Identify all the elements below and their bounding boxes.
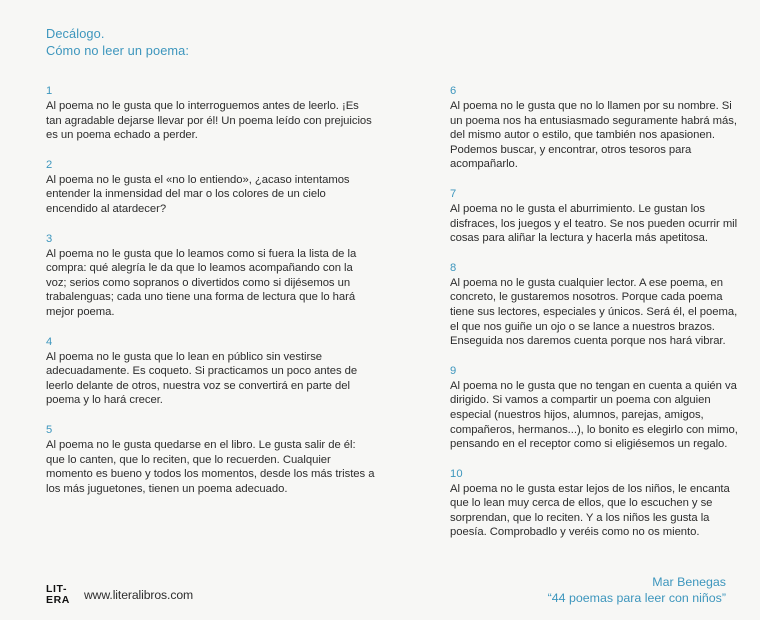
item-number: 10	[450, 467, 463, 480]
item-text: Al poema no le gusta que no tengan en cuenta a quién va dirigido. Si vamos a compartir un poema con alguien especial (nuestros hijos, alumnos, parejas, amigos, compañeros, hermanos...), lo bonito es elegirlo con mimo, pensando en el receptor como si eligiésemos un regalo.	[450, 379, 738, 451]
list-item	[46, 158, 376, 217]
list-item	[46, 84, 376, 143]
item-number: 9	[450, 364, 457, 377]
litera-logo-line-2: ERA	[46, 594, 70, 606]
item-text: Al poema no le gusta que lo interroguemos antes de leerlo. ¡Es tan agradable dejarse llevar por él! Un poema leído con prejuicios es un poema echado a perder.	[46, 100, 372, 142]
page-title	[46, 26, 726, 59]
list-item	[450, 364, 745, 452]
list-item	[46, 232, 376, 320]
footer-attribution	[548, 574, 726, 606]
website-url[interactable]: www.literalibros.com	[83, 588, 194, 602]
page-title-line-1: Decálogo.	[46, 26, 105, 41]
page-footer	[46, 564, 726, 606]
item-number: 2	[46, 158, 53, 171]
item-number: 7	[450, 187, 457, 200]
column-right	[450, 84, 745, 540]
litera-logo-line-1: LIT-	[46, 583, 68, 595]
item-text: Al poema no le gusta el «no lo entiendo», ¿acaso intentamos entender la inmensidad del mar o los colores de un cielo encendido al atardecer?	[46, 173, 350, 215]
author-name: Mar Benegas	[652, 575, 726, 589]
item-text: Al poema no le gusta que lo lean en público sin vestirse adecuadamente. Es coqueto. Si practicamos un poco antes de leerlo delante de otros, nuestra voz se convertirá en parte del poema y lo hará crecer.	[46, 350, 358, 407]
item-text: Al poema no le gusta que lo leamos como si fuera la lista de la compra: qué alegría le da que lo leamos acompañando con la voz; serios como sopranos o divertidos como si dijésemos un trabalenguas; cada uno tiene una forma de lectura que lo hará mejor poema.	[46, 247, 357, 318]
item-text: Al poema no le gusta cualquier lector. A ese poema, en concreto, le gustaremos nosotros. Porque cada poema tiene sus lectores, especiales y únicos. Será él, el poema, el que nos guiñe un ojo o se lance a nuestros brazos. Enseguida nos daremos cuenta porque nos hará vibrar.	[450, 276, 738, 348]
item-text: Al poema no le gusta el aburrimiento. Le gustan los disfraces, los juegos y el teatro. Se nos pueden ocurrir mil cosas para aliñar la lectura y hacerla más apetitosa.	[450, 202, 738, 245]
item-text: Al poema no le gusta estar lejos de los niños, le encanta que lo lean muy cerca de ellos, que lo escuchen y se sorprendan, que lo reciten. Y a los niños les gusta la poesía. Comprobadlo y veréis como no os miento.	[450, 482, 730, 539]
item-text: Al poema no le gusta quedarse en el libro. Le gusta salir de él: que lo canten, que lo reciten, que lo recuerden. Cualquier momento es bueno y todos los momentos, desde los más tristes a los más juguetones, tienen un poema adecuado.	[46, 438, 375, 495]
list-item	[450, 467, 745, 540]
decalogo-columns	[46, 84, 738, 564]
page-title-line-2: Cómo no leer un poema:	[46, 42, 190, 58]
list-item	[46, 423, 376, 496]
book-title: “44 poemas para leer con niños”	[547, 591, 726, 605]
item-number: 5	[46, 423, 53, 436]
footer-publisher	[46, 584, 193, 606]
list-item	[450, 261, 745, 349]
list-item	[450, 187, 745, 246]
item-number: 8	[450, 261, 457, 274]
item-number: 1	[46, 85, 53, 97]
list-item	[450, 84, 745, 172]
litera-logo	[46, 584, 70, 606]
column-left	[46, 84, 376, 496]
item-number: 6	[450, 85, 457, 97]
item-text: Al poema no le gusta que no lo llamen por su nombre. Si un poema nos ha entusiasmado seguramente habrá más, del mismo autor o estilo, que también nos apasionen. Podemos buscar, y encontrar, otros tesoros para acompañarlo.	[450, 100, 737, 171]
item-number: 3	[46, 232, 53, 245]
item-number: 4	[46, 335, 53, 348]
list-item	[46, 335, 376, 408]
